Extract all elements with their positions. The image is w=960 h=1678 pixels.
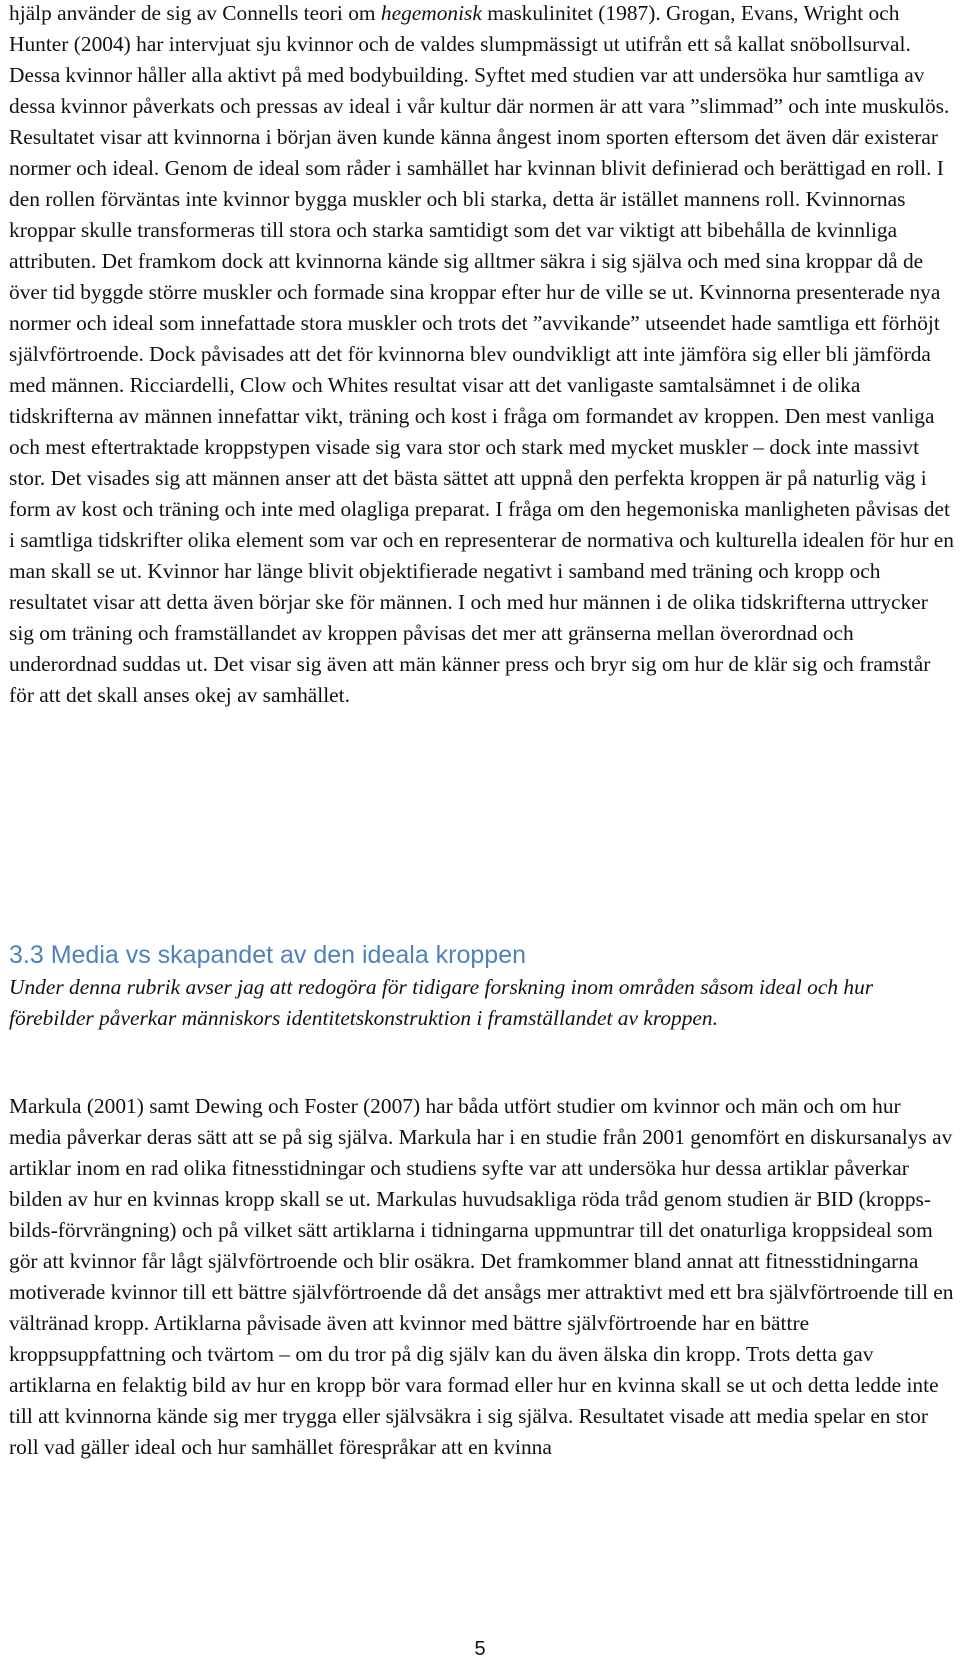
section-intro: Under denna rubrik avser jag att redogöra för tidigare forskning inom områden såsom ideal och hur förebilder påverkar människors identitetskonstruktion i framställandet av kroppen. xyxy=(9,975,874,1030)
body-paragraph-1 xyxy=(9,0,954,711)
paragraph-1-rest: maskulinitet (1987). Grogan, Evans, Wright och Hunter (2004) har intervjuat sju kvinnor och de valdes slumpmässigt ut utifrån ett så kallat snöbollsurval. Dessa kvinnor håller alla aktivt på med bodybuilding. Syftet med studien var att undersöka hur samtliga av dessa kvinnor påverkats och pressas av ideal i vår kultur där normen är att vara ”slimmad” och inte muskulös. Resultatet visar att kvinnorna i början även kunde känna ångest inom sporten eftersom det även där existerar normer och ideal. Genom de ideal som råder i samhället har kvinnan blivit definierad och berättigad en roll. I den rollen förväntas inte kvinnor bygga muskler och bli starka, detta är istället mannens roll. Kvinnornas kroppar skulle transformeras till stora och starka samtidigt som det var viktigt att bibehålla de kvinnliga attributen. Det framkom dock att kvinnorna kände sig alltmer säkra i sig själva och med sina kroppar då de över tid byggde större muskler och formade sina kroppar efter hur de ville se ut. Kvinnorna presenterade nya normer och ideal som innefattade stora muskler och trots det ”avvikande” utseendet hade samtliga ett förhöjt självförtroende. Dock påvisades att det för kvinnorna blev oundvikligt att inte jämföra sig eller bli jämförda med männen. Ricciardelli, Clow och Whites resultat visar att det vanligaste samtalsämnet i de olika tidskrifterna av männen innefattar vikt, träning och kost i fråga om formandet av kroppen. Den mest vanliga och mest eftertraktade kroppstypen visade sig vara stor och stark med mycket muskler – dock inte massivt stor. Det visades sig att männen anser att det bästa sättet att uppnå den perfekta kroppen är på naturlig väg i form av kost och träning och inte med olagliga preparat. I fråga om den hegemoniska manligheten påvisas det i samtliga tidskrifter olika element som var och en representerar de normativa och kulturella idealen för hur en man skall se ut. Kvinnor har länge blivit objektifierade negativt i samband med träning och kropp och resultatet visar att detta även börjar ske för männen. I och med hur männen i de olika tidskrifterna uttrycker sig om träning och framställandet av kroppen påvisas det mer att gränserna mellan överordnad och underordnad suddas ut. Det visar sig även att män känner press och bryr sig om hur de klär sig och framstår för att det skall anses okej av samhället. xyxy=(9,1,954,707)
body-paragraph-2: Markula (2001) samt Dewing och Foster (2007) har båda utfört studier om kvinnor och män och om hur media påverkar deras sätt att se på sig själva. Markula har i en studie från 2001 genomfört en diskursanalys av artiklar inom en rad olika fitnesstidningar och studiens syfte var att undersöka hur dessa artiklar påverkar bilden av hur en kvinnas kropp skall se ut. Markulas huvudsakliga röda tråd genom studien är BID (kropps-bilds-förvrängning) och på vilket sätt artiklarna i tidningarna uppmuntrar till det onaturliga kroppsideal som gör att kvinnor får lågt självförtroende och blir osäkra. Det framkommer bland annat att fitnesstidningarna motiverade kvinnor till ett bättre självförtroende då det ansågs mer attraktivt med ett bra självförtroende till en vältränad kropp. Artiklarna påvisade även att kvinnor med bättre självförtroende har en bättre kroppsuppfattning och tvärtom – om du tror på dig själv kan du även älska din kropp. Trots detta gav artiklarna en felaktig bild av hur en kropp bör vara formad eller hur en kvinna skall se ut och detta ledde inte till att kvinnorna kände sig mer trygga eller självsäkra i sig själva. Resultatet visade att media spelar en stor roll vad gäller ideal och hur samhället förespråkar att en kvinna xyxy=(9,1094,954,1459)
section-heading: 3.3 Media vs skapandet av den ideala kroppen xyxy=(9,941,527,969)
page-number: 5 xyxy=(474,1638,486,1660)
paragraph-1-emphasis: hegemonisk xyxy=(380,1,482,25)
paragraph-1-start: hjälp använder de sig av Connells teori om xyxy=(9,1,381,25)
